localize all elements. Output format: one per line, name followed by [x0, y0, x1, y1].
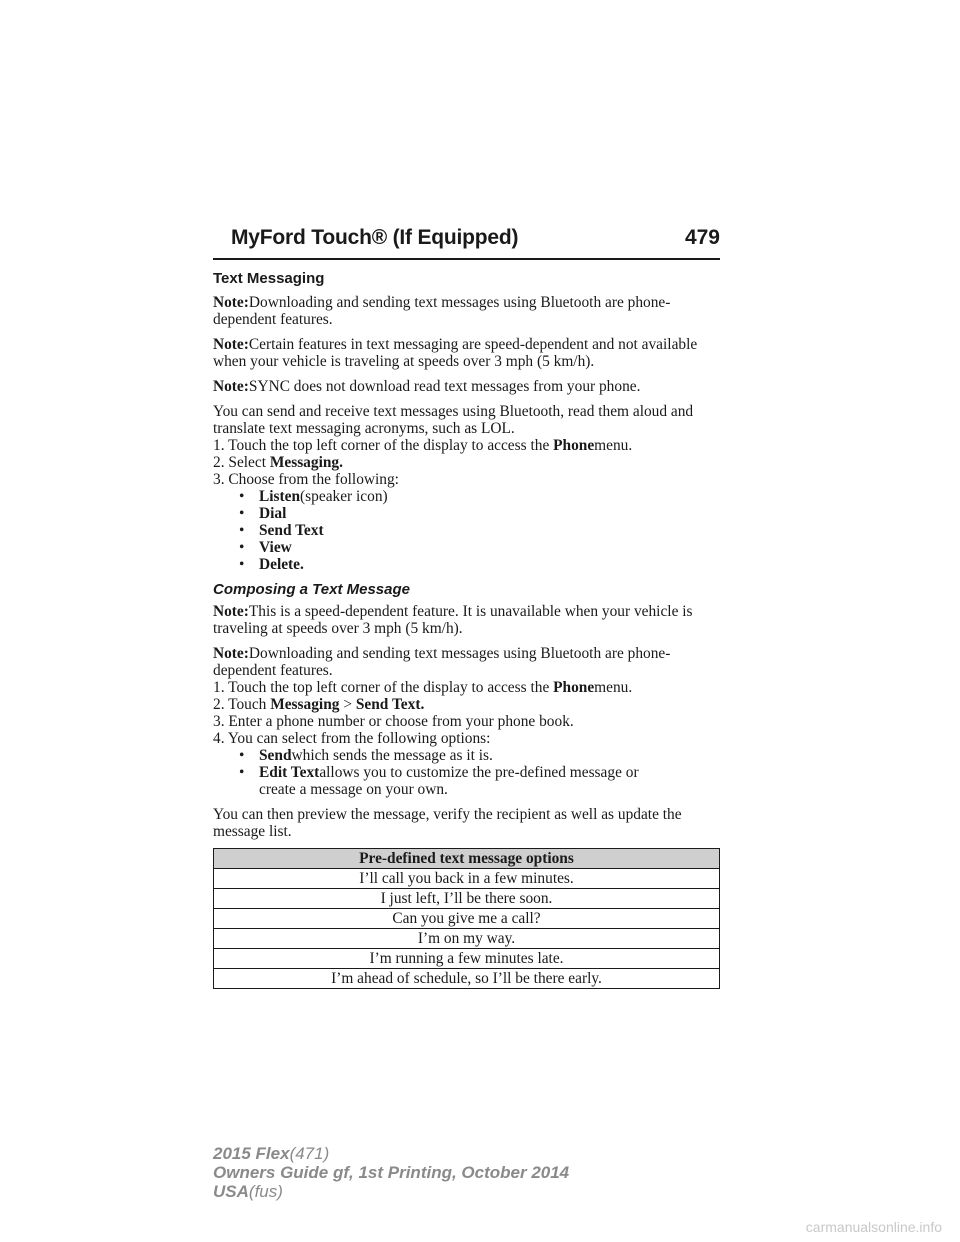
- table-row: [214, 969, 720, 989]
- bullet-delete: • Delete.: [239, 556, 304, 573]
- note-label: Note:: [213, 378, 249, 395]
- bullet-edit-text-continuation: create a message on your own.: [259, 781, 448, 798]
- bullet-icon: •: [239, 488, 245, 505]
- phone-menu-label: Phone: [553, 679, 595, 696]
- note-label: Note:: [213, 603, 249, 620]
- page-header: [213, 226, 720, 264]
- note-label: Note:: [213, 336, 249, 353]
- messaging-label: Messaging.: [269, 454, 343, 471]
- table-row: [214, 909, 720, 929]
- table-cell: I’m running a few minutes late.: [214, 949, 720, 969]
- bullet-icon: •: [239, 556, 245, 573]
- phone-menu-label: Phone: [553, 437, 595, 454]
- note-text: SYNC does not download read text messages from your phone.: [248, 378, 641, 395]
- note-label: Note:: [213, 645, 249, 662]
- predefined-messages-table: [213, 848, 720, 989]
- note-text: Downloading and sending text messages using Bluetooth are phone-dependent features.: [213, 645, 671, 679]
- table-row: [214, 869, 720, 889]
- section-heading-text-messaging: Text Messaging: [213, 270, 325, 287]
- bullet-icon: •: [239, 764, 245, 781]
- compose-step-2: 2. Touch Messaging > Send Text.: [213, 696, 425, 713]
- header-rule: [213, 258, 720, 260]
- bullet-send-text: • Send Text: [239, 522, 324, 539]
- bullet-icon: •: [239, 747, 245, 764]
- bullet-icon: •: [239, 505, 245, 522]
- table-cell: Can you give me a call?: [214, 909, 720, 929]
- page-number: 479: [684, 226, 720, 249]
- section-heading-composing: Composing a Text Message: [213, 581, 410, 598]
- bullet-view: • View: [239, 539, 292, 556]
- note-4: [213, 603, 723, 637]
- table-header: Pre-defined text message options: [214, 849, 720, 869]
- messaging-label: Messaging: [270, 696, 340, 713]
- note-5: [213, 645, 723, 679]
- bullet-dial: • Dial: [239, 505, 287, 522]
- note-label: Note:: [213, 294, 249, 311]
- note-3: [213, 378, 723, 395]
- table-row: [214, 889, 720, 909]
- compose-step-3: 3. Enter a phone number or choose from your phone book.: [213, 713, 574, 730]
- bullet-icon: •: [239, 539, 245, 556]
- footer-line-1: 2015 Flex(471): [213, 1144, 330, 1163]
- footer-line-2: Owners Guide gf, 1st Printing, October 2014: [213, 1163, 570, 1182]
- step-2: 2. Select Messaging.: [213, 454, 343, 471]
- page-content: [213, 270, 723, 989]
- send-text-label: Send Text.: [355, 696, 425, 713]
- compose-step-1: 1. Touch the top left corner of the display to access the Phonemenu.: [213, 679, 633, 696]
- table-cell: I’m ahead of schedule, so I’ll be there early.: [214, 969, 720, 989]
- bullet-listen: • Listen(speaker icon): [239, 488, 388, 505]
- note-text: Certain features in text messaging are speed-dependent and not available when your vehicle is traveling at speeds over 3 mph (5 km/h).: [213, 336, 698, 370]
- note-text: This is a speed-dependent feature. It is unavailable when your vehicle is traveling at speeds over 3 mph (5 km/h).: [213, 603, 693, 637]
- table-row: [214, 949, 720, 969]
- chapter-title: MyFord Touch® (If Equipped): [231, 226, 519, 249]
- step-3: 3. Choose from the following:: [213, 471, 399, 488]
- step-1: 1. Touch the top left corner of the display to access the Phonemenu.: [213, 437, 633, 454]
- bullet-send: • Sendwhich sends the message as it is.: [239, 747, 493, 764]
- compose-step-4: 4. You can select from the following options:: [213, 730, 491, 747]
- steps-composing: [213, 645, 723, 798]
- table-row: [214, 929, 720, 949]
- note-1: [213, 294, 723, 328]
- table-cell: I just left, I’ll be there soon.: [214, 889, 720, 909]
- table-cell: I’ll call you back in a few minutes.: [214, 869, 720, 889]
- steps-text-messaging: [213, 403, 723, 573]
- footer-line-3: USA(fus): [213, 1182, 283, 1201]
- bullet-edit-text: • Edit Textallows you to customize the pre-defined message or: [239, 764, 639, 781]
- page-footer: [213, 1144, 569, 1201]
- closing-paragraph: You can then preview the message, verify the recipient as well as update the message list.: [213, 806, 682, 840]
- table-cell: I’m on my way.: [214, 929, 720, 949]
- note-text: Downloading and sending text messages using Bluetooth are phone-dependent features.: [213, 294, 671, 328]
- watermark: carmanualsonline.info: [805, 1219, 942, 1235]
- intro-paragraph: You can send and receive text messages using Bluetooth, read them aloud and translate text messaging acronyms, such as LOL.: [213, 403, 694, 437]
- table-header-row: [214, 849, 720, 869]
- note-2: [213, 336, 723, 370]
- bullet-icon: •: [239, 522, 245, 539]
